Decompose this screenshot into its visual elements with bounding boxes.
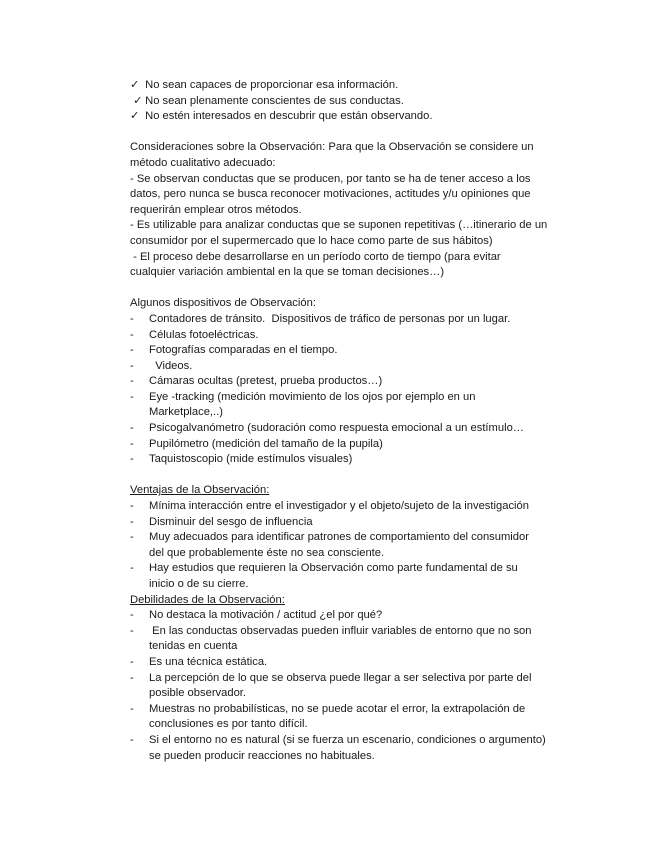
advantages-list [130,499,570,593]
considerations-line: - El proceso debe desarrollarse en un período corto de tiempo (para evitar [130,250,501,263]
weaknesses-section [130,593,570,765]
advantages-heading: Ventajas de la Observación: [130,484,270,497]
list-item-text: Psicogalvanómetro (sudoración como respuesta emocional a un estímulo… [149,422,524,435]
list-item [130,655,570,671]
list-item-text: Pupilómetro (medición del tamaño de la pupila) [149,437,383,450]
dash-bullet: - [130,702,134,715]
devices-list [130,312,570,468]
dash-bullet: - [130,500,134,513]
list-item [130,671,570,702]
list-item-text: del que probablemente éste no sea consciente. [149,546,385,559]
check-icon: ✓ [130,79,140,91]
checklist [130,78,570,125]
list-item-text: tenidas en cuenta [149,640,238,653]
checklist-text: No sean plenamente conscientes de sus conductas. [145,94,404,107]
list-item [130,390,570,421]
list-item-text: Células fotoeléctricas. [149,328,259,341]
list-item [130,343,570,359]
dash-bullet: - [130,375,134,388]
considerations-section [130,140,570,280]
considerations-line: - Es utilizable para analizar conductas que se suponen repetitivas (…itinerario de un [130,219,548,232]
checklist-item [130,109,570,125]
list-item-text: Taquistoscopio (mide estímulos visuales) [149,453,353,466]
dash-bullet: - [130,390,134,403]
list-item [130,702,570,733]
list-item [130,374,570,390]
advantages-section [130,483,570,592]
dash-bullet: - [130,733,134,746]
list-item-text: Eye -tracking (medición movimiento de los ojos por ejemplo en un [149,390,476,403]
list-item [130,608,570,624]
considerations-line: método cualitativo adecuado: [130,156,276,169]
considerations-line: cualquier variación ambiental en la que se toman decisiones…) [130,266,445,279]
list-item-text: No destaca la motivación / actitud ¿el por qué? [149,609,383,622]
dash-bullet: - [130,422,134,435]
list-item [130,515,570,531]
dash-bullet: - [130,624,134,637]
list-item-text: Marketplace,..) [149,406,223,419]
list-item-text: En las conductas observadas pueden influir variables de entorno que no son [149,624,532,637]
list-item [130,359,570,375]
list-item-text: posible observador. [149,687,247,700]
considerations-line: consumidor por el supermercado que lo hace como parte de sus hábitos) [130,234,493,247]
list-item-text: Si el entorno no es natural (si se fuerza un escenario, condiciones o argumento) [149,733,546,746]
list-item-text: Muy adecuados para identificar patrones de comportamiento del consumidor [149,531,529,544]
list-item [130,312,570,328]
list-item-text: Mínima interacción entre el investigador y el objeto/sujeto de la investigación [149,500,529,513]
dash-bullet: - [130,437,134,450]
list-item [130,530,570,561]
considerations-line: datos, pero nunca se busca reconocer motivaciones, actitudes y/u opiniones que [130,188,531,201]
check-icon: ✓ [130,94,143,107]
list-item [130,733,570,764]
weaknesses-list [130,608,570,764]
dash-bullet: - [130,328,134,341]
list-item-text: Es una técnica estática. [149,655,268,668]
dash-bullet: - [130,531,134,544]
list-item-text: Muestras no probabilísticas, no se puede acotar el error, la extrapolación de [149,702,526,715]
checklist-item [130,78,570,94]
list-item-text: Hay estudios que requieren la Observación como parte fundamental de su [149,562,518,575]
list-item [130,328,570,344]
dash-bullet: - [130,359,134,372]
document-page [130,78,570,764]
considerations-line: Consideraciones sobre la Observación: Para que la Observación se considere un [130,141,534,154]
checklist-text: No estén interesados en descubrir que están observando. [145,110,433,123]
weaknesses-heading: Debilidades de la Observación: [130,593,285,606]
dash-bullet: - [130,515,134,528]
devices-heading: Algunos dispositivos de Observación: [130,297,316,310]
list-item-text: Cámaras ocultas (pretest, prueba productos…) [149,375,383,388]
list-item-text: La percepción de lo que se observa puede llegar a ser selectiva por parte del [149,671,532,684]
list-item [130,499,570,515]
dash-bullet: - [130,609,134,622]
dash-bullet: - [130,344,134,357]
list-item-text: Disminuir del sesgo de influencia [149,515,313,528]
list-item-text: conclusiones es por tanto difícil. [149,718,308,731]
dash-bullet: - [130,312,134,325]
checklist-text: No sean capaces de proporcionar esa información. [145,79,399,91]
list-item [130,452,570,468]
dash-bullet: - [130,671,134,684]
dash-bullet: - [130,562,134,575]
considerations-line: requerirán emplear otros métodos. [130,203,302,216]
list-item-text: se pueden producir reacciones no habituales. [149,749,375,762]
list-item [130,421,570,437]
list-item-text: Contadores de tránsito. Dispositivos de tráfico de personas por un lugar. [149,312,511,325]
checklist-item [130,94,570,110]
list-item-text: Videos. [149,359,193,372]
considerations-line: - Se observan conductas que se producen, por tanto se ha de tener acceso a los [130,172,531,185]
check-icon: ✓ [130,110,140,123]
list-item-text: Fotografías comparadas en el tiempo. [149,344,338,357]
list-item-text: inicio o de su cierre. [149,578,249,590]
list-item [130,624,570,655]
dash-bullet: - [130,655,134,668]
list-item [130,561,570,592]
list-item [130,437,570,453]
dash-bullet: - [130,453,134,466]
devices-section [130,296,570,468]
